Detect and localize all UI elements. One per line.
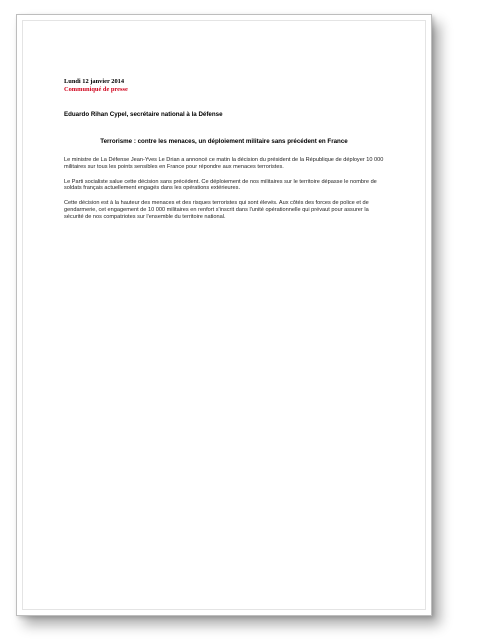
document-page — [16, 14, 432, 616]
date-line: Lundi 12 janvier 2014 — [64, 78, 125, 85]
press-release-label: Communiqué de presse — [64, 86, 128, 93]
paragraph-1: Le ministre de La Défense Jean-Yves Le Drian a annoncé ce matin la décision du président de la République de déployer 10 000 militaires sur tous les points sensibles en France pour répondre aux menaces terroristes. — [64, 157, 384, 170]
author-line: Eduardo Rihan Cypel, secrétaire national à la Défense — [64, 111, 223, 118]
page-content — [64, 78, 384, 221]
paragraph-3: Cette décision est à la hauteur des menaces et des risques terroristes qui sont élevés. Aux côtés des forces de police et de gendarmerie, cet engagement de 10 000 militaires en renfort s'inscrit dans l'unité opérationnelle qui prévaut pour assurer la sécurité de nos compatriotes sur l'ensemble du territoire national. — [64, 200, 369, 220]
headline: Terrorisme : contre les menaces, un déploiement militaire sans précédent en France — [100, 138, 348, 145]
paragraph-2: Le Parti socialiste salue cette décision sans précédent. Ce déploiement de nos militaires sur le territoire dépasse le nombre de soldats français actuellement engagés dans les opérations extérieures. — [64, 178, 377, 192]
